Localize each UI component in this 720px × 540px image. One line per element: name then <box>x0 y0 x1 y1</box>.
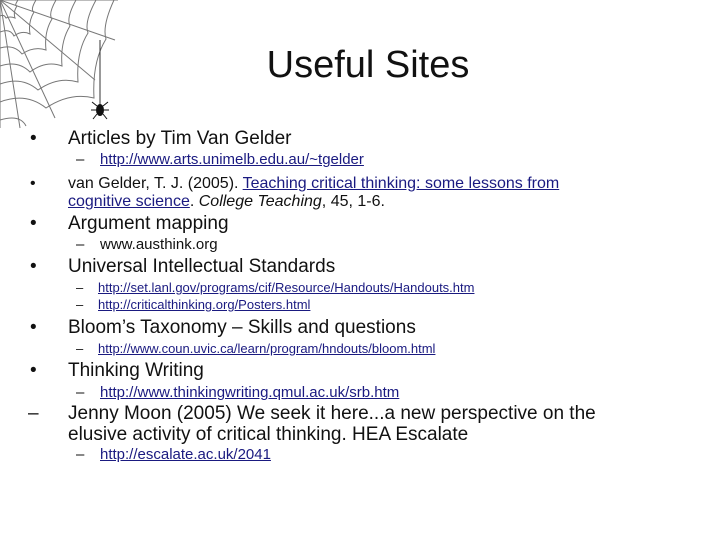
link-cognitive-science[interactable]: cognitive science <box>68 193 190 210</box>
journal-title: College Teaching <box>198 193 322 210</box>
bullet-item-articles <box>30 128 292 150</box>
bullet-text: Articles by Tim Van Gelder <box>68 128 292 149</box>
subitem-escalate-link <box>76 446 271 463</box>
subitem-lanl-link <box>76 280 474 295</box>
subitem-text: www.austhink.org <box>100 236 218 253</box>
dash-marker: – <box>76 446 85 463</box>
dash-marker: – <box>76 341 84 356</box>
bullet-item-thinking-writing <box>30 360 204 382</box>
dash-marker: – <box>76 384 85 401</box>
link-unimelb[interactable]: http://www.arts.unimelb.edu.au/~tgelder <box>100 151 364 168</box>
jenny-moon-text-line1: Jenny Moon (2005) We seek it here...a new perspective on the <box>68 403 596 424</box>
bullet-text: Bloom’s Taxonomy – Skills and questions <box>68 317 416 338</box>
dash-marker: – <box>76 151 85 168</box>
subitem-uvic-link <box>76 341 435 356</box>
bullet-item-blooms-taxonomy <box>30 317 416 339</box>
subitem-qmul-link <box>76 384 399 401</box>
dash-marker: – <box>76 297 84 312</box>
dash-marker: – <box>28 403 39 424</box>
bullet-marker: • <box>30 213 37 234</box>
dash-marker: – <box>76 280 84 295</box>
bullet-marker: • <box>30 317 37 338</box>
subitem-criticalthinking-link <box>76 297 310 312</box>
bullet-item-argument-mapping <box>30 213 229 235</box>
link-lanl[interactable]: http://set.lanl.gov/programs/cif/Resource/Handouts/Handouts.htm <box>98 280 475 295</box>
slide-title: Useful Sites <box>266 44 470 86</box>
link-teaching-critical-thinking[interactable]: Teaching critical thinking: some lessons from <box>242 175 560 192</box>
link-uvic[interactable]: http://www.coun.uvic.ca/learn/program/hndouts/bloom.html <box>98 341 436 356</box>
spider-icon <box>91 102 109 119</box>
bullet-item-citation <box>30 175 559 193</box>
link-criticalthinking[interactable]: http://criticalthinking.org/Posters.html <box>98 297 311 312</box>
bullet-text: Argument mapping <box>68 213 229 234</box>
bullet-item-universal-standards <box>30 256 335 278</box>
jenny-moon-text-line2: elusive activity of critical thinking. HEA Escalate <box>68 424 469 445</box>
citation-punct: . <box>189 193 199 210</box>
item-jenny-moon-continuation <box>68 424 468 446</box>
subitem-austhink <box>76 236 218 253</box>
bullet-marker: • <box>30 360 37 381</box>
citation-continuation <box>68 193 385 211</box>
bullet-marker: • <box>30 256 37 277</box>
citation-prefix: van Gelder, T. J. (2005). <box>68 175 243 192</box>
bullet-text: Universal Intellectual Standards <box>68 256 336 277</box>
bullet-text: Thinking Writing <box>68 360 204 381</box>
subitem-vangelder-link <box>76 151 364 168</box>
link-qmul[interactable]: http://www.thinkingwriting.qmul.ac.uk/srb.htm <box>100 384 400 401</box>
citation-suffix: , 45, 1-6. <box>321 193 385 210</box>
item-jenny-moon <box>28 403 596 425</box>
link-escalate[interactable]: http://escalate.ac.uk/2041 <box>100 446 271 463</box>
bullet-marker: • <box>30 128 37 149</box>
dash-marker: – <box>76 236 85 253</box>
bullet-marker: • <box>30 175 36 192</box>
